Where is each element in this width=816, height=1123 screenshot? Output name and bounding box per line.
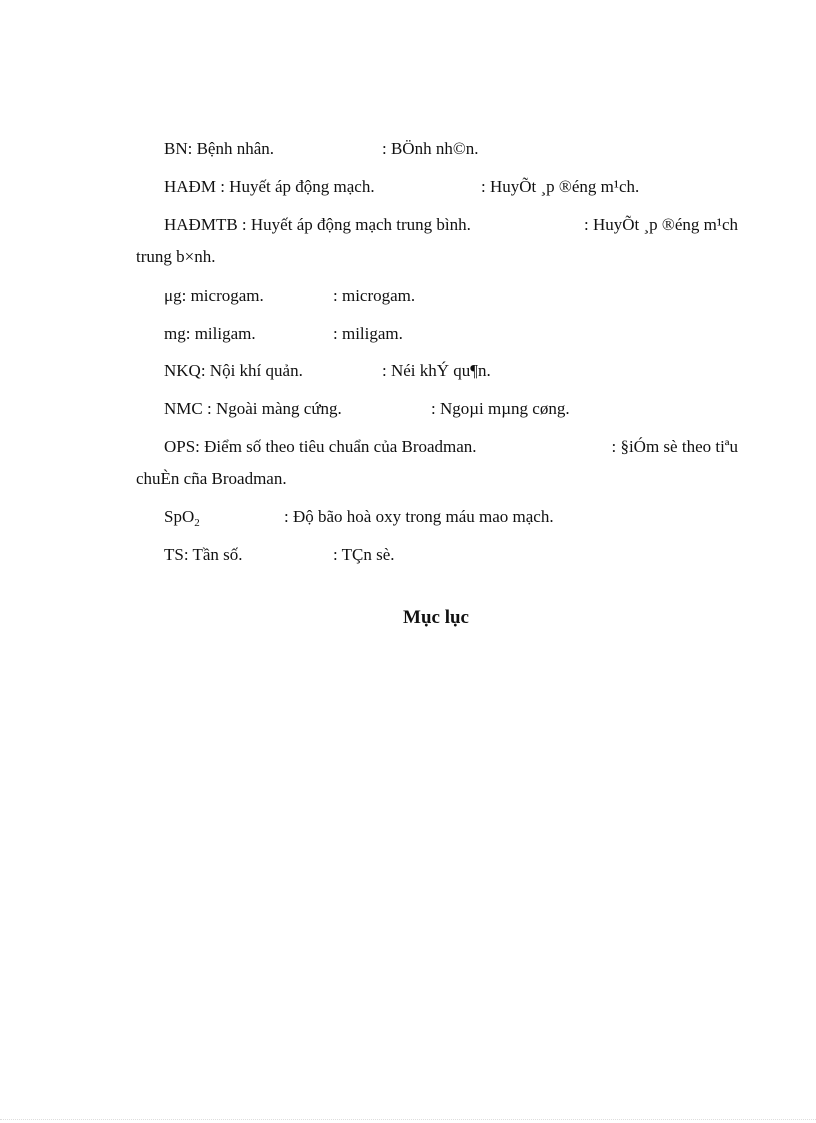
abbr-hadmtb-garbled: : HuyÕt ¸p ®éng m¹ch [584,215,738,234]
abbr-nmc-label: NMC : Ngoài màng cứng. [164,399,342,418]
abbr-hadmtb-continuation: trung b×nh. [136,247,216,266]
abbr-ops-garbled: : §iÓm sè theo tiªu [611,437,738,456]
abbr-mg [164,324,256,344]
abbr-nkq-label: NKQ: Nội khí quản. [164,361,303,380]
abbr-nkq [164,361,303,381]
abbr-ts-label: TS: Tần số. [164,545,243,564]
abbr-spo2-label: SpO [164,507,195,526]
abbr-bn-label: BN: Bệnh nhân. [164,139,275,158]
section-heading: Mục lục [403,607,469,628]
abbr-hadm [164,177,375,197]
abbr-hadm-label: HAĐM : Huyết áp động mạch. [164,177,375,196]
abbr-spo2-garbled: : Độ bão hoà oxy trong máu mao mạch. [284,507,554,526]
abbr-ts-garbled: : TÇn sè. [333,545,395,564]
abbr-bn [164,139,274,159]
abbr-ug [164,286,264,306]
abbr-bn-garbled: : BÖnh nh©n. [382,139,479,158]
abbr-spo2 [164,507,200,527]
abbr-hadm-garbled: : HuyÕt ¸p ®éng m¹ch. [481,177,640,196]
abbr-mg-garbled: : miligam. [333,324,403,343]
abbr-hadmtb-label: HAĐMTB : Huyết áp động mạch trung bình. [164,215,471,234]
abbr-spo2-subscript: 2 [194,517,200,529]
page-bottom-divider [0,1119,816,1120]
abbr-nkq-garbled: : Néi khÝ qu¶n. [382,361,491,380]
abbr-ug-label: μg: microgam. [164,286,264,305]
abbr-mg-label: mg: miligam. [164,324,256,343]
abbr-nmc-garbled: : Ngoµi mµng cøng. [431,399,570,418]
abbr-ops [164,437,738,457]
abbr-ts [164,545,243,565]
abbr-ops-label: OPS: Điểm số theo tiêu chuẩn của Broadman. [164,437,477,456]
abbr-hadmtb [164,215,738,235]
abbr-nmc [164,399,342,419]
abbr-ug-garbled: : microgam. [333,286,416,305]
abbr-ops-continuation: chuÈn cña Broadman. [136,469,287,488]
